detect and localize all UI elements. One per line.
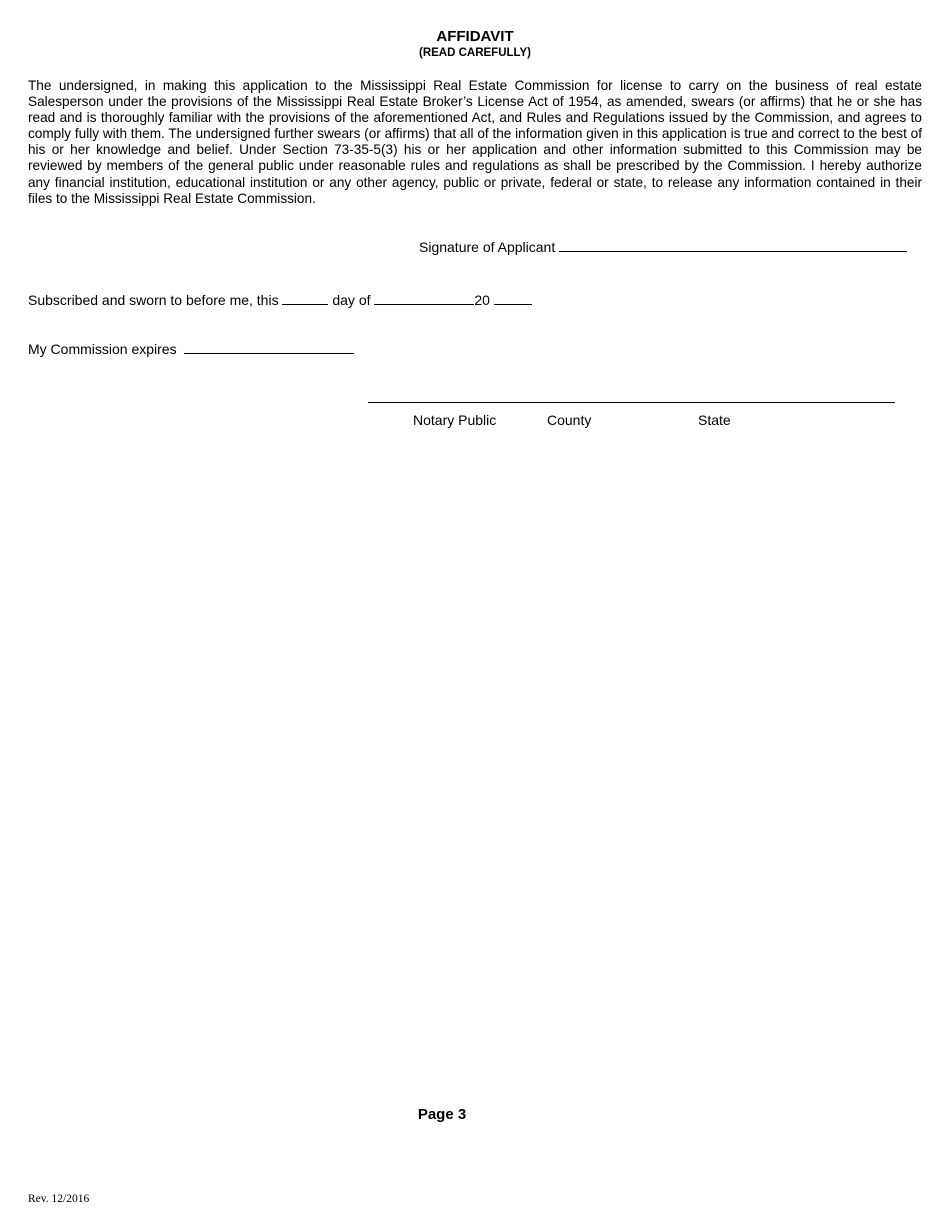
signature-row — [419, 238, 907, 256]
sworn-year-field[interactable] — [494, 291, 532, 305]
county-label: County — [547, 412, 592, 428]
signature-label: Signature of Applicant — [419, 239, 556, 255]
notary-signature-line[interactable] — [368, 402, 895, 403]
commission-row — [28, 340, 354, 358]
notary-public-label: Notary Public — [413, 412, 497, 428]
revision-label: Rev. 12/2016 — [28, 1193, 90, 1205]
sworn-prefix-label: Subscribed and sworn to before me, this — [28, 292, 279, 308]
commission-expires-field[interactable] — [184, 340, 354, 354]
commission-label: My Commission expires — [28, 341, 177, 357]
affidavit-title: AFFIDAVIT — [436, 28, 514, 45]
sworn-month-field[interactable] — [374, 291, 474, 305]
sworn-day-field[interactable] — [282, 291, 328, 305]
state-label: State — [698, 412, 731, 428]
affidavit-subtitle: (READ CAREFULLY) — [418, 47, 532, 59]
page-number: Page 3 — [417, 1106, 467, 1123]
affidavit-paragraph: The undersigned, in making this application to the Mississippi Real Estate Commission for license to carry on the business of real estate Salesperson under the provisions of the Mississippi Real Estate Broker’s License Act of 1954, as amended, swears (or affirms) that he or she has read and is thoroughly familiar with the provisions of the aforementioned Act, and Rules and Regulations issued by the Commission, and agrees to comply fully with them. The undersigned further swears (or affirms) that all of the information given in this application is true and correct to the best of his or her knowledge and belief. Under Section 73-35-5(3) his or her application and other information submitted to this Commission may be reviewed by members of the general public under reasonable rules and regulations as shall be prescribed by the Commission. I hereby authorize any financial institution, educational institution or any other agency, public or private, federal or state, to release any information contained in their files to the Mississippi Real Estate Commission. — [28, 78, 922, 206]
sworn-year-prefix: 20 — [474, 292, 490, 308]
sworn-day-of-label: day of — [332, 292, 371, 308]
sworn-row — [28, 291, 532, 309]
signature-field[interactable] — [559, 238, 907, 252]
